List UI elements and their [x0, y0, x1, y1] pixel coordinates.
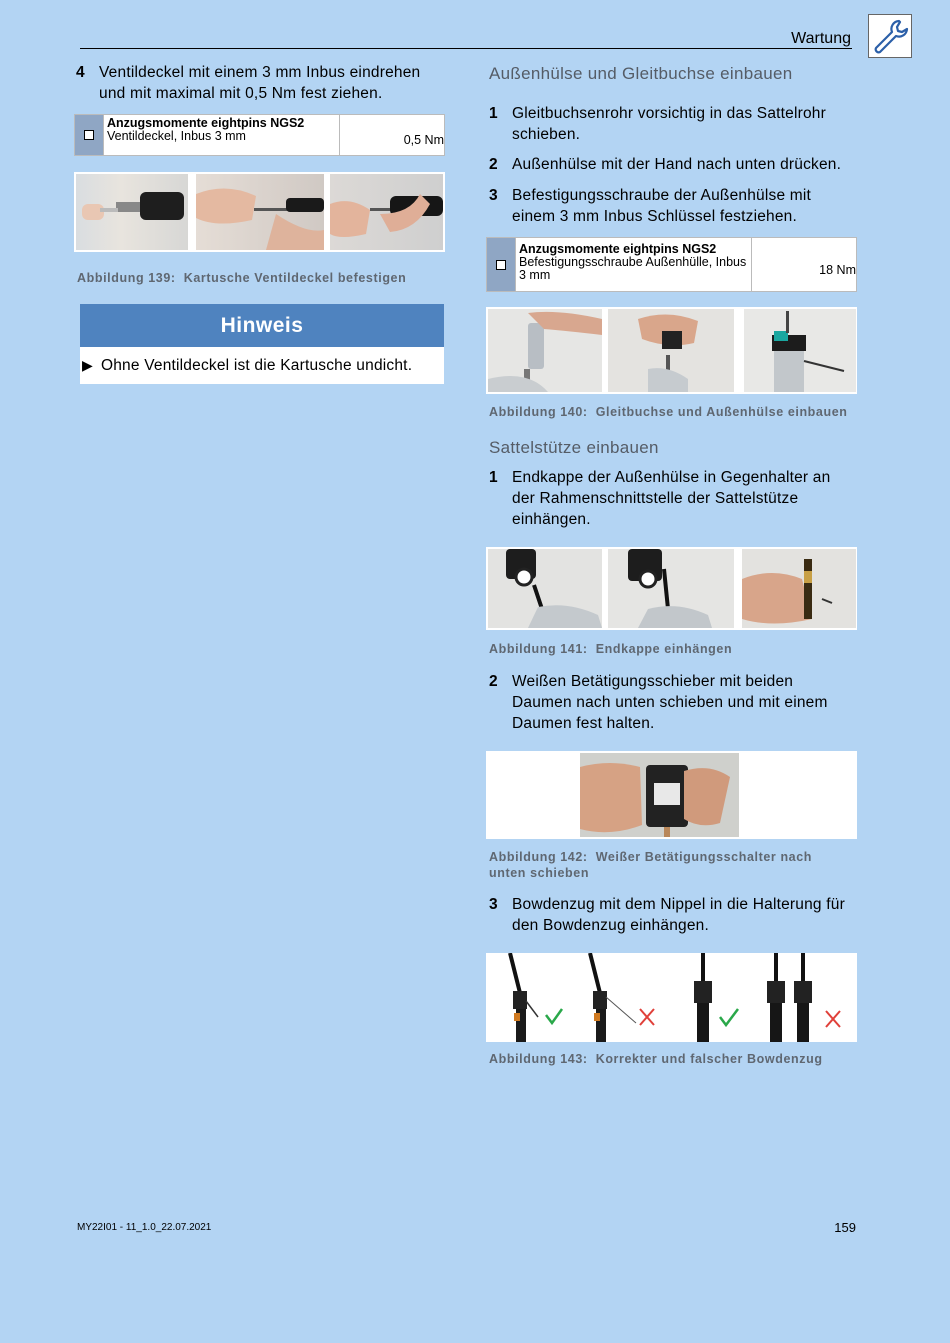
hint-text: Ohne Ventildeckel ist die Kartusche undicht. — [100, 356, 413, 374]
cross-icon — [640, 1009, 654, 1025]
header-section-title: Wartung — [791, 30, 851, 47]
figure-text: Korrekter und falscher Bowdenzug — [595, 1052, 823, 1066]
torque-desc: Befestigungsschraube Außenhülle, Inbus 3 mm — [519, 255, 747, 282]
photo-cartridge-2 — [196, 174, 324, 250]
torque-table — [74, 114, 445, 156]
cable-wrong-2 — [767, 953, 812, 1042]
figure-142 — [486, 751, 857, 839]
torque-desc: Ventildeckel, Inbus 3 mm — [107, 129, 246, 143]
torque-table — [486, 237, 857, 292]
step-number: 3 — [489, 187, 498, 204]
step-text: Bowdenzug mit dem Nippel in die Halterung für den Bowdenzug einhängen. — [512, 896, 845, 934]
page-number: 159 — [834, 1220, 856, 1235]
figure-label: Abbildung 143: — [489, 1052, 588, 1066]
step-number: 1 — [489, 105, 498, 122]
figure-text: Kartusche Ventildeckel befestigen — [183, 271, 407, 285]
footer-doc-id: MY22I01 - 11_1.0_22.07.2021 — [77, 1222, 212, 1233]
photo-cartridge-3 — [330, 174, 443, 250]
photo-cartridge-1 — [76, 174, 188, 250]
figure-caption — [489, 849, 849, 881]
figure-caption — [77, 270, 447, 286]
torque-value: 18 Nm — [819, 263, 856, 277]
checkbox-icon — [75, 115, 104, 155]
step-text: Befestigungsschraube der Außenhülse mit einem 3 mm Inbus Schlüssel festziehen. — [512, 187, 812, 225]
torque-title: Anzugsmomente eightpins NGS2 — [519, 242, 717, 256]
figure-label: Abbildung 141: — [489, 642, 588, 656]
photo-sleeve-2 — [608, 309, 734, 392]
figure-text: Endkappe einhängen — [595, 642, 733, 656]
play-bullet-icon: ▶ — [82, 357, 93, 373]
photo-actuator — [580, 753, 739, 837]
figure-caption — [489, 1051, 859, 1067]
hint-body — [80, 347, 444, 384]
figure-140 — [486, 307, 857, 394]
figure-143 — [486, 953, 857, 1042]
check-icon — [720, 1009, 738, 1025]
step-text: Endkappe der Außenhülse in Gegenhalter an der Rahmenschnittstelle der Sattelstütze einhängen. — [512, 469, 831, 528]
step-number: 2 — [489, 673, 498, 690]
checkbox-icon — [487, 238, 516, 291]
figure-label: Abbildung 139: — [77, 271, 176, 285]
header-rule — [80, 48, 852, 49]
photo-endcap-2 — [608, 549, 734, 628]
hint-title: Hinweis — [80, 304, 444, 347]
step-text: Gleitbuchsenrohr vorsichtig in das Sattelrohr schieben. — [512, 105, 826, 143]
figure-text: Weißer Betätigungsschalter nach unten schieben — [489, 850, 813, 880]
photo-sleeve-3 — [744, 309, 856, 392]
photo-endcap-1 — [488, 549, 602, 628]
figure-label: Abbildung 140: — [489, 405, 588, 419]
step-number: 2 — [489, 156, 498, 173]
cable-correct-1 — [510, 953, 538, 1042]
figure-text: Gleitbuchse und Außenhülse einbauen — [595, 405, 848, 419]
section-title: Sattelstütze einbauen — [489, 438, 659, 457]
figure-caption — [489, 404, 859, 420]
torque-value: 0,5 Nm — [403, 133, 444, 147]
step-text: Weißen Betätigungsschieber mit beiden Daumen nach unten schieben und mit einem Daumen fest halten. — [512, 673, 828, 732]
photo-sleeve-1 — [488, 309, 602, 392]
step-number: 4 — [76, 64, 85, 81]
cable-wrong-1 — [590, 953, 636, 1042]
figure-139 — [74, 172, 445, 252]
cross-icon — [826, 1011, 840, 1027]
wrench-icon — [868, 14, 912, 58]
step-number: 3 — [489, 896, 498, 913]
figure-caption — [489, 641, 859, 657]
figure-label: Abbildung 142: — [489, 850, 588, 864]
step-text: Ventildeckel mit einem 3 mm Inbus eindrehen und mit maximal mit 0,5 Nm fest ziehen. — [99, 64, 421, 102]
torque-title: Anzugsmomente eightpins NGS2 — [107, 116, 305, 130]
step-text: Außenhülse mit der Hand nach unten drücken. — [512, 156, 842, 173]
figure-141 — [486, 547, 857, 630]
step-number: 1 — [489, 469, 498, 486]
photo-endcap-3 — [742, 549, 856, 628]
check-icon — [546, 1009, 562, 1023]
cable-correct-2 — [694, 953, 712, 1042]
section-title: Außenhülse und Gleitbuchse einbauen — [489, 64, 793, 83]
